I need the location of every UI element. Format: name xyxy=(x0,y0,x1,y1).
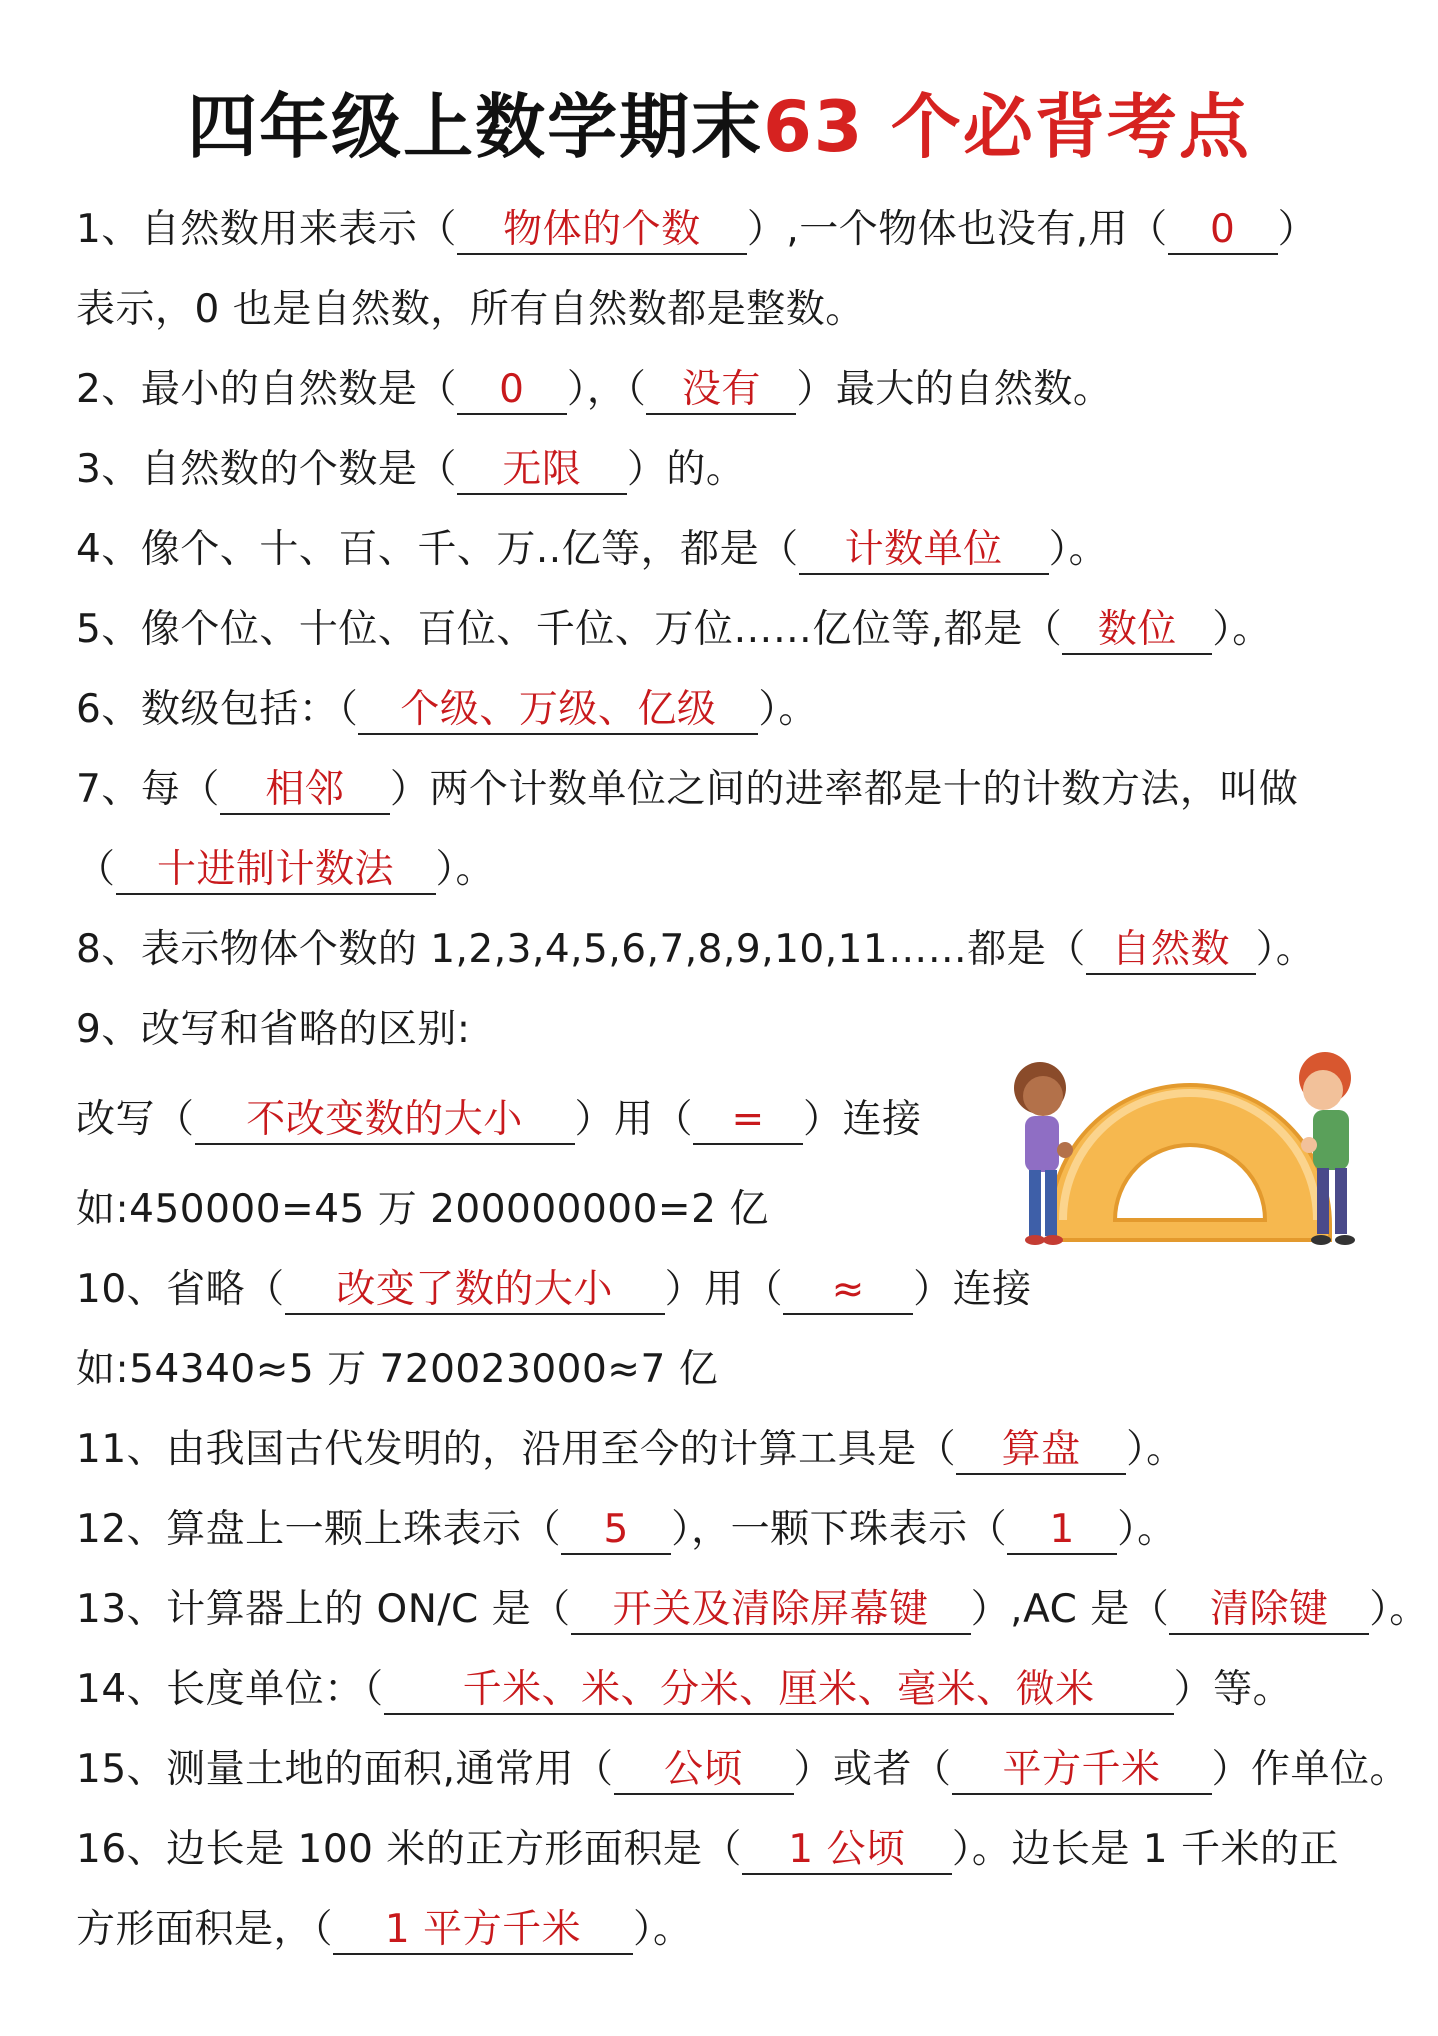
item-13 xyxy=(76,1580,1429,1640)
text: ），（ xyxy=(566,367,647,412)
answer: 1 xyxy=(1049,1507,1075,1552)
item-14 xyxy=(76,1660,1292,1720)
answer-blank xyxy=(1169,1587,1369,1635)
item-9-rewrite-example xyxy=(76,1180,769,1240)
answer: 相邻 xyxy=(265,767,345,812)
text: ）用（ xyxy=(574,1097,694,1142)
answer: 公顷 xyxy=(664,1747,744,1792)
item-10 xyxy=(76,1260,1032,1320)
text: ）,一个物体也没有,用（ xyxy=(746,207,1168,252)
answer: 开关及清除屏幕键 xyxy=(612,1587,929,1632)
text: 5、像个位、十位、百位、千位、万位……亿位等,都是（ xyxy=(76,607,1063,652)
answer: 1 平方千米 xyxy=(384,1907,582,1952)
answer: ≈ xyxy=(831,1267,865,1312)
answer-blank xyxy=(195,1097,575,1145)
answer: 自然数 xyxy=(1111,927,1230,972)
answer-blank xyxy=(333,1907,633,1955)
item-16-line-1 xyxy=(76,1820,1339,1880)
text: ）或者（ xyxy=(793,1747,952,1792)
protractor-icon xyxy=(1050,1085,1330,1240)
text: ）。边长是 1 千米的正 xyxy=(951,1827,1339,1872)
answer-blank xyxy=(457,207,747,255)
text: ）。 xyxy=(1048,527,1109,572)
item-1-line-1 xyxy=(76,200,1317,260)
text: ）。 xyxy=(633,1907,693,1952)
text: ）,AC 是（ xyxy=(970,1587,1170,1632)
text: ）最大的自然数。 xyxy=(796,367,1113,412)
answer: 1 公顷 xyxy=(788,1827,906,1872)
text: ）连接 xyxy=(913,1267,1032,1312)
title-black: 四年级上数学期末 xyxy=(187,86,764,168)
answer-blank xyxy=(1086,927,1256,975)
answer: 十进制计数法 xyxy=(157,847,395,892)
text: 7、每（ xyxy=(76,767,220,812)
item-3 xyxy=(76,440,745,500)
answer-blank xyxy=(1062,607,1212,655)
answer: 千米、米、分米、厘米、毫米、微米 xyxy=(462,1667,1095,1712)
answer-blank xyxy=(220,767,390,815)
answer: 0 xyxy=(1209,207,1236,252)
text: 如:450000=45 万 200000000=2 亿 xyxy=(76,1187,769,1232)
answer: 5 xyxy=(603,1507,629,1552)
text: 11、由我国古代发明的，沿用至今的计算工具是（ xyxy=(76,1427,957,1472)
text: 8、表示物体个数的 1,2,3,4,5,6,7,8,9,10,11……都是（ xyxy=(76,927,1086,972)
text: ）。 xyxy=(758,687,818,732)
text: 表示，0 也是自然数，所有自然数都是整数。 xyxy=(76,287,865,332)
answer-blank xyxy=(693,1097,803,1145)
item-7-line-1 xyxy=(76,760,1298,820)
item-7-line-2 xyxy=(76,840,495,900)
answer-blank xyxy=(571,1587,971,1635)
text: 9、改写和省略的区别: xyxy=(76,1007,471,1052)
text: 3、自然数的个数是（ xyxy=(76,447,457,492)
answer: 清除键 xyxy=(1209,1587,1329,1632)
item-10-example xyxy=(76,1340,718,1400)
item-4 xyxy=(76,520,1108,580)
text: ）。 xyxy=(1212,607,1272,652)
text: 4、像个、十、百、千、万..亿等，都是（ xyxy=(76,527,799,572)
answer-blank xyxy=(783,1267,913,1315)
answer-blank xyxy=(614,1747,794,1795)
item-1-line-2 xyxy=(76,280,865,340)
text: ）。 xyxy=(1117,1507,1177,1552)
text: ）的。 xyxy=(626,447,746,492)
text: ）连接 xyxy=(803,1097,922,1142)
text: ）用（ xyxy=(664,1267,784,1312)
answer: = xyxy=(731,1097,765,1142)
text: 2、最小的自然数是（ xyxy=(76,367,457,412)
text: ）。 xyxy=(1126,1427,1186,1472)
answer: 无限 xyxy=(502,447,582,492)
answer: 计数单位 xyxy=(844,527,1003,572)
text: ）。 xyxy=(1369,1587,1429,1632)
answer: 平方千米 xyxy=(1002,1747,1161,1792)
item-2 xyxy=(76,360,1112,420)
item-16-line-2 xyxy=(76,1900,693,1960)
answer-blank xyxy=(646,367,796,415)
answer-blank xyxy=(952,1747,1212,1795)
item-11 xyxy=(76,1420,1186,1480)
text: ）两个计数单位之间的进率都是十的计数方法，叫做 xyxy=(389,767,1299,812)
item-9-rewrite xyxy=(76,1090,922,1150)
answer-blank xyxy=(561,1507,671,1555)
answer-blank xyxy=(285,1267,665,1315)
text: ）。 xyxy=(1255,927,1316,972)
answer-blank xyxy=(384,1667,1174,1715)
answer-blank xyxy=(116,847,436,895)
answer: 不改变数的大小 xyxy=(246,1097,523,1142)
page-title xyxy=(0,82,1438,172)
item-15 xyxy=(76,1740,1409,1800)
answer-blank xyxy=(799,527,1049,575)
text: ）作单位。 xyxy=(1211,1747,1410,1792)
answer: 改变了数的大小 xyxy=(336,1267,613,1312)
item-12 xyxy=(76,1500,1177,1560)
text: 方形面积是，（ xyxy=(76,1907,334,1952)
answer: 数位 xyxy=(1097,607,1177,652)
answer: 0 xyxy=(499,367,525,412)
text: ）。 xyxy=(435,847,496,892)
text: 13、计算器上的 ON/C 是（ xyxy=(76,1587,571,1632)
text: ）等。 xyxy=(1173,1667,1293,1712)
text: 14、长度单位：（ xyxy=(76,1667,384,1712)
answer-blank xyxy=(358,687,758,735)
answer-blank xyxy=(1007,1507,1117,1555)
answer-blank xyxy=(457,447,627,495)
item-6 xyxy=(76,680,818,740)
text: 1、自然数用来表示（ xyxy=(76,207,457,252)
answer-blank xyxy=(742,1827,952,1875)
text: 如:54340≈5 万 720023000≈7 亿 xyxy=(76,1347,719,1392)
kids-protractor-illustration xyxy=(995,1050,1385,1250)
answer-blank xyxy=(956,1427,1126,1475)
text: 改写（ xyxy=(76,1097,195,1142)
answer: 没有 xyxy=(681,367,761,412)
text: ） xyxy=(1277,207,1318,252)
text: ），一颗下珠表示（ xyxy=(671,1507,1008,1552)
text: 12、算盘上一颗上珠表示（ xyxy=(76,1507,562,1552)
answer: 算盘 xyxy=(1001,1427,1081,1472)
item-5 xyxy=(76,600,1272,660)
answer-blank xyxy=(457,367,567,415)
item-8 xyxy=(76,920,1315,980)
text: 10、省略（ xyxy=(76,1267,285,1312)
text: （ xyxy=(76,847,116,892)
title-red: 63 个必背考点 xyxy=(763,86,1251,168)
text: 15、测量土地的面积,通常用（ xyxy=(76,1747,614,1792)
answer: 物体的个数 xyxy=(503,207,701,252)
answer: 个级、万级、亿级 xyxy=(400,687,717,732)
answer-blank xyxy=(1168,207,1278,255)
text: 6、数级包括：（ xyxy=(76,687,359,732)
item-9 xyxy=(76,1000,470,1060)
text: 16、边长是 100 米的正方形面积是（ xyxy=(76,1827,742,1872)
